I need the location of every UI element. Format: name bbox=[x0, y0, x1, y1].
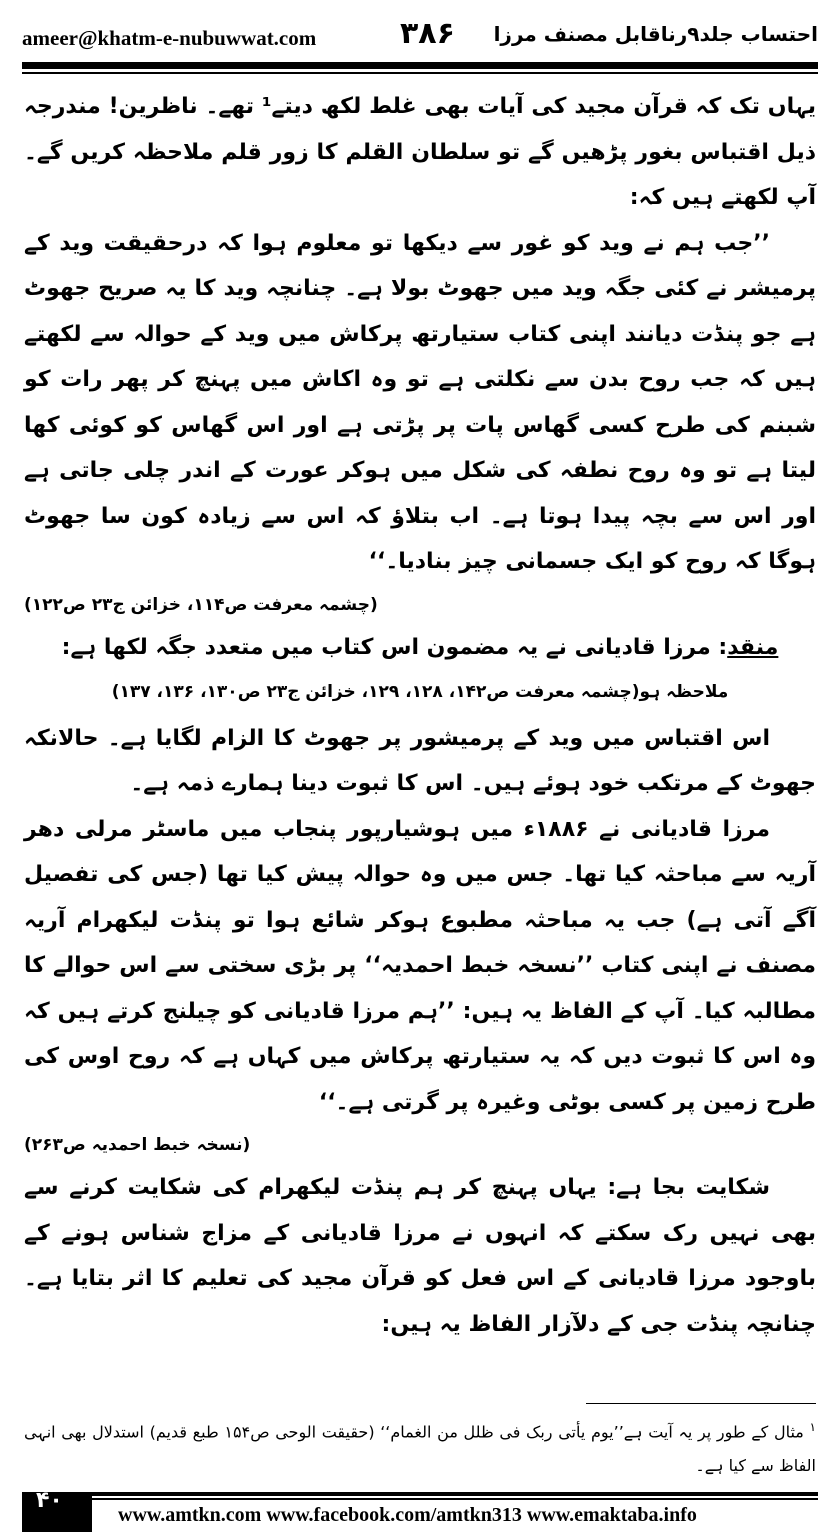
critic-label: منقد bbox=[727, 634, 779, 660]
footnote-text: مثال کے طور پر یہ آیت ہے’’یوم یأتی ربک فی ظلل من الغمام‘‘ (حقیقت الوحی ص۱۵۴ طبع قدیم) استدلال بھی انہی الفاظ سے کیا ہے۔ bbox=[24, 1422, 816, 1476]
critic-text: : مرزا قادیانی نے یہ مضمون اس کتاب میں متعدد جگہ لکھا ہے: bbox=[61, 634, 728, 660]
paragraph-3: مرزا قادیانی نے ۱۸۸۶ء میں ہوشیارپور پنجاب میں ماسٹر مرلی دھر آریہ سے مباحثہ کیا تھا۔ جس میں وہ حوالہ پیش کیا تھا (جس کی تفصیل آگے آتی ہے) جب یہ مباحثہ مطبوع ہوکر شائع ہوا تو پنڈت لیکھرام آریہ مصنف نے اپنی کتاب ’’نسخہ خبط احمدیہ‘‘ پر بڑی سختی سے اس حوالے کا مطالبہ کیا۔ آپ کے الفاظ یہ ہیں: ’’ہم مرزا قادیانی کو چیلنج کرتے ہیں کہ وہ اس کا ثبوت دیں کہ یہ ستیارتھ پرکاش میں کہاں ہے کہ روح اوس کی طرح زمین پر کسی بوٹی وغیرہ پر گرتی ہے۔‘‘ bbox=[24, 816, 816, 1115]
header-rule bbox=[22, 62, 818, 69]
footer-rule-thin bbox=[22, 1498, 818, 1500]
reference-3: (نسخہ خبط احمدیہ ص۲۶۳) bbox=[24, 1135, 251, 1155]
critic-line bbox=[24, 625, 816, 671]
footnote-rule bbox=[586, 1403, 816, 1404]
paragraph-intro: یہاں تک کہ قرآن مجید کی آیات بھی غلط لکھ دیتے¹ تھے۔ ناظرین! مندرجہ ذیل اقتباس بغور پڑھیں گے تو سلطان القلم کا زور قلم ملاحظہ کریں گے۔ آپ لکھتے ہیں کہ: bbox=[24, 94, 816, 210]
paragraph-2: اس اقتباس میں وید کے پرمیشور پر جھوٹ کا الزام لگایا ہے۔ حالانکہ جھوٹ کے مرتکب خود ہوئے ہیں۔ اس کا ثبوت دینا ہمارے ذمہ ہے۔ bbox=[24, 725, 816, 796]
page-header bbox=[22, 14, 818, 58]
footer-rule bbox=[22, 1492, 818, 1496]
header-email: ameer@khatm-e-nubuwwat.com bbox=[22, 26, 317, 50]
page-footer bbox=[22, 1488, 818, 1532]
header-title: احتساب جلد۹رناقابل مصنف مرزا bbox=[493, 22, 818, 46]
body-text bbox=[24, 84, 816, 1347]
quotation: ’’جب ہم نے وید کو غور سے دیکھا تو معلوم ہوا کہ درحقیقت وید کے پرمیشر نے کئی جگہ وید میں جھوٹ بولا ہے۔ چنانچہ وید کا یہ صریح جھوٹ ہے جو پنڈت دیانند اپنی کتاب ستیارتھ پرکاش میں وید کے حوالہ سے لکھتے ہیں کہ جب روح بدن سے نکلتی ہے تو وہ اکاش میں پہنچ کر پھر رات کو شبنم کی طرح کسی گھاس پات پر پڑتی ہے اور اس گھاس کو کوئی کھا لیتا ہے تو وہ روح نطفہ کی شکل میں ہوکر عورت کے اندر چلی جاتی ہے اور اس سے بچہ پیدا ہوتا ہے۔ اب بتلاؤ کہ اس سے زیادہ کون سا جھوٹ ہوگا کہ روح کو ایک جسمانی چیز بنادیا۔‘‘ bbox=[24, 230, 816, 574]
header-rule-thin bbox=[22, 72, 818, 74]
header-page-number: ۳۸۶ bbox=[400, 16, 455, 51]
footer-page-number: ۴۰ bbox=[36, 1488, 63, 1513]
footer-links: www.amtkn.com www.facebook.com/amtkn313 www.emaktaba.info bbox=[118, 1504, 697, 1526]
paragraph-4: شکایت بجا ہے: یہاں پہنچ کر ہم پنڈت لیکھرام کی شکایت کرنے سے بھی نہیں رک سکتے کہ انہوں نے مرزا قادیانی کے مزاج شناس ہونے کے باوجود مرزا قادیانی کے اس فعل کو قرآن مجید کی تعلیم کا اثر بتایا ہے۔ چنانچہ پنڈت جی کے دلآزار الفاظ یہ ہیں: bbox=[24, 1175, 816, 1337]
footer-page-box bbox=[22, 1488, 92, 1532]
reference-2: ملاحظہ ہو(چشمہ معرفت ص۱۴۲، ۱۲۸، ۱۲۹، خزائن ج۲۳ ص۱۳۰، ۱۳۶، ۱۳۷) bbox=[111, 682, 729, 702]
reference-1: (چشمہ معرفت ص۱۱۴، خزائن ج۲۳ ص۱۲۲) bbox=[24, 594, 378, 615]
footnote-mark: ۱ bbox=[809, 1420, 816, 1434]
footnote bbox=[24, 1410, 816, 1483]
